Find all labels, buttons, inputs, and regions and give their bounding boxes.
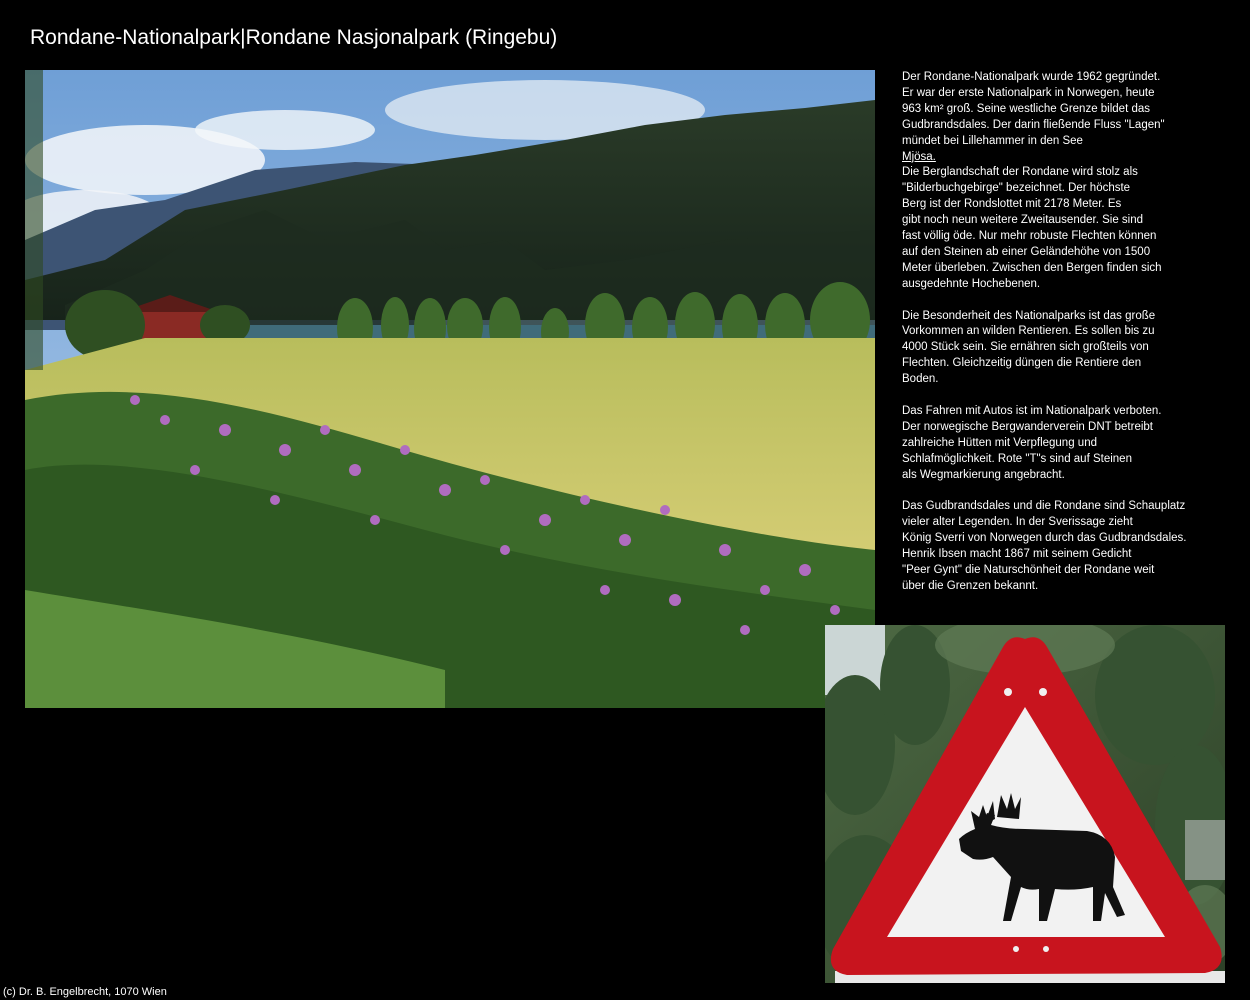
paragraph-gap [902,484,1207,500]
description-line: auf den Steinen ab einer Geländehöhe von 1500 [902,245,1151,258]
description-line: Vorkommen an wilden Rentieren. Es sollen bis zu [902,325,1155,338]
description-line: Das Gudbrandsdales und die Rondane sind Schauplatz [902,500,1186,513]
description-line: "Peer Gynt" die Naturschönheit der Rondane weit [902,564,1155,577]
description-line: 4000 Stück sein. Sie ernähren sich großteils von [902,341,1149,354]
description-line: Das Fahren mit Autos ist im Nationalpark verboten. [902,405,1162,417]
description-line: 963 km² groß. Seine westliche Grenze bildet das [902,102,1151,115]
description-line: Die Berglandschaft der Rondane wird stolz als [902,166,1138,179]
description-line: Schlafmöglichkeit. Rote "T"s sind auf Steinen [902,452,1132,465]
description-line: Flechten. Gleichzeitig düngen die Rentiere den [902,357,1142,370]
paragraph-gap [902,388,1207,404]
description-line: Berg ist der Rondslottet mit 2178 Meter. Es [902,198,1122,211]
description-line: ausgedehnte Hochebenen. [902,277,1041,290]
description-line: Boden. [902,373,939,386]
description-line: König Sverri von Norwegen durch das Gudbrandsdales. [902,532,1187,545]
landscape-photo[interactable] [25,70,875,708]
description-line: zahlreiche Hütten mit Verpflegung und [902,436,1097,449]
park-description [902,70,1207,595]
description-line: fast völlig öde. Nur mehr robuste Flechten können [902,230,1157,243]
description-line: mündet bei Lillehammer in den See [902,134,1083,147]
description-line: als Wegmarkierung angebracht. [902,468,1065,481]
description-line: "Bilderbuchgebirge" bezeichnet. Der höchste [902,182,1131,195]
description-line: über die Grenzen bekannt. [902,579,1039,592]
description-line: Henrik Ibsen macht 1867 mit seinem Gedicht [902,548,1132,561]
description-line: Meter überleben. Zwischen den Bergen finden sich [902,261,1162,274]
moose-sign-photo[interactable] [825,625,1225,983]
description-line: gibt noch neun weitere Zweitausender. Sie sind [902,214,1144,227]
mjosa-link[interactable]: Mjösa. [902,150,936,163]
description-line: Der Rondane-Nationalpark wurde 1962 gegründet. [902,71,1161,83]
description-line: Der norwegische Bergwanderverein DNT betreibt [902,420,1153,433]
page-title: Rondane-Nationalpark|Rondane Nasjonalpark (Ringebu) [30,26,558,49]
paragraph-gap [902,293,1207,309]
description-line: Gudbrandsdales. Der darin fließende Fluss "Lagen" [902,118,1165,131]
description-line: Er war der erste Nationalpark in Norwegen, heute [902,86,1155,99]
description-line: Die Besonderheit des Nationalparks ist das große [902,309,1156,322]
description-line: vieler alter Legenden. In der Sverissage zieht [902,516,1133,529]
copyright-footer: (c) Dr. B. Engelbrecht, 1070 Wien [3,986,167,998]
